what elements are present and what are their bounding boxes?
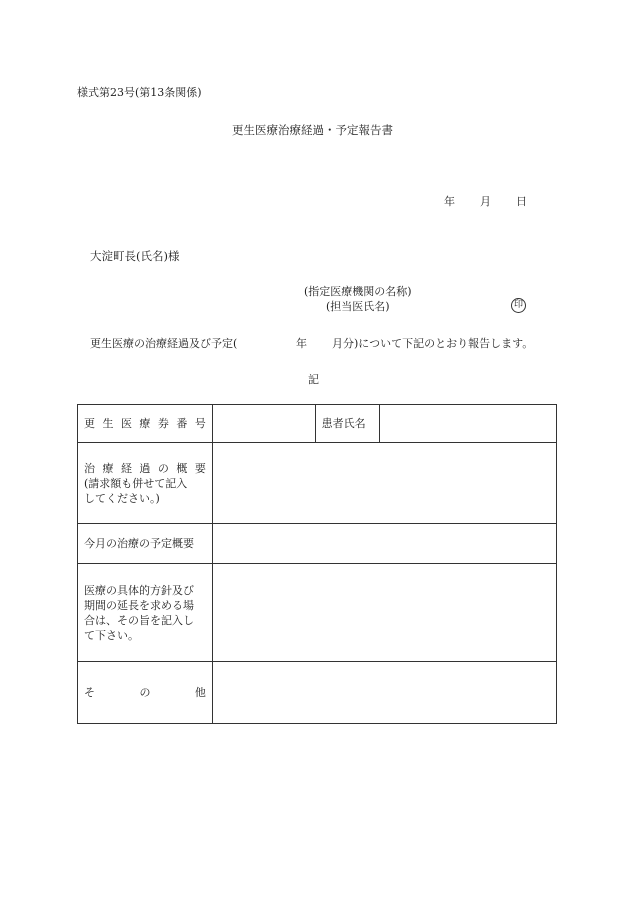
institution-name-label: (指定医療機関の名称) (304, 285, 412, 298)
date-year-label: 年 (444, 195, 455, 208)
treatment-progress-label: 治 療 経 過 の 概 要 (請求額も併せて記入 してください。) (78, 443, 213, 524)
plan-label: 今月の治療の予定概要 (78, 524, 213, 564)
policy-label: 医療の具体的方針及び 期間の延長を求める場 合は、その旨を記入し て下さい。 (78, 564, 213, 662)
report-statement-month: 月分)について下記のとおり報告します。 (332, 337, 534, 350)
patient-name-field[interactable] (380, 405, 557, 443)
other-field[interactable] (212, 662, 556, 724)
other-label: そ の 他 (78, 662, 213, 724)
report-statement-year: 年 (296, 337, 307, 350)
date-month-label: 月 (480, 195, 491, 208)
addressee: 大淀町長(氏名)様 (90, 249, 180, 263)
policy-field[interactable] (212, 564, 556, 662)
treatment-progress-field[interactable] (212, 443, 556, 524)
report-table (77, 404, 557, 724)
seal-mark: 印 (511, 298, 526, 313)
doctor-name-label: (担当医氏名) (326, 300, 390, 313)
patient-name-label: 患者氏名 (315, 405, 380, 443)
document-title: 更生医療治療経過・予定報告書 (232, 123, 393, 137)
form-number: 様式第23号(第13条関係) (77, 86, 202, 99)
voucher-number-label: 更 生 医 療 券 番 号 (78, 405, 213, 443)
report-statement-prefix: 更生医療の治療経過及び予定( (90, 337, 238, 350)
ki-label: 記 (308, 373, 319, 386)
voucher-number-field[interactable] (212, 405, 315, 443)
date-day-label: 日 (516, 195, 527, 208)
plan-field[interactable] (212, 524, 556, 564)
